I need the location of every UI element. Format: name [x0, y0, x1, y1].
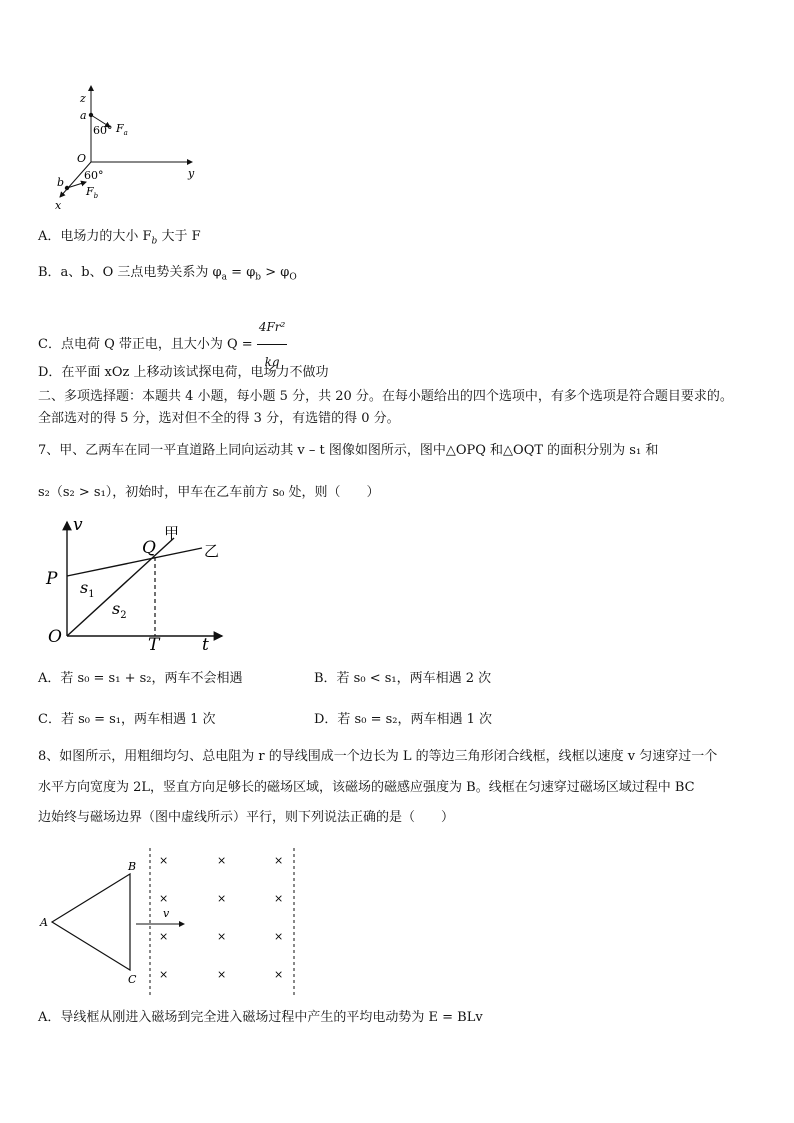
field-cross: × [217, 930, 227, 943]
section-heading-line2: 全部选对的得 5 分，选对但不全的得 3 分，有选错的得 0 分。 [38, 411, 400, 426]
q8-option-a: A．导线框从刚进入磁场到完全进入磁场过程中产生的平均电动势为 E = BLv [38, 1010, 483, 1025]
vertex-b-label: B [128, 860, 137, 873]
angle-bottom-label: 60° [84, 169, 104, 182]
field-cross: × [159, 930, 169, 943]
section-heading-line1: 二、多项选择题：本题共 4 小题，每小题 5 分，共 20 分。在每小题给出的四个选项中，有多个选项是符合题目要求的。 [38, 389, 733, 404]
p-label: P [46, 569, 58, 589]
q7-option-d: D．若 s₀ = s₂，两车相遇 1 次 [314, 712, 493, 727]
vertex-a-label: A [40, 916, 48, 929]
charge-fraction: $\frac{\text{4Fr²}}{kq}$ [257, 310, 288, 379]
q7-stem-line1: 7、甲、乙两车在同一平直道路上同向运动其 v – t 图像如图所示，图中△OPQ 和△OQT 的面积分别为 s₁ 和 [38, 443, 659, 458]
field-cross: × [159, 854, 169, 867]
field-crosses [159, 854, 283, 981]
a-label: a [80, 109, 87, 122]
q6-option-a: A．电场力的大小 $F_b$ 大于 F [38, 229, 201, 247]
field-cross: × [217, 892, 227, 905]
q6-option-b: B．a、b、O 三点电势关系为 $\varphi_a = \varphi_b > \varphi_O$ [38, 265, 297, 283]
q7-option-a: A．若 s₀ = s₁ + s₂，两车不会相遇 [38, 671, 243, 686]
t-axis-label: t [202, 635, 209, 655]
field-cross: × [274, 892, 284, 905]
v-label: v [73, 516, 83, 535]
q8-stem-line2: 水平方向宽度为 2L，竖直方向足够长的磁场区域，该磁场的磁感应强度为 B。线框在匀速穿过磁场区域过程中 BC [38, 780, 695, 795]
q6-option-d: D．在平面 xOz 上移动该试探电荷，电场力不做功 [38, 365, 329, 380]
origin-label: O [77, 152, 87, 165]
yi-line [67, 548, 202, 576]
origin-label: O [48, 627, 62, 647]
field-cross: × [217, 854, 227, 867]
vt-graph [42, 516, 232, 656]
field-cross: × [274, 968, 284, 981]
y-label: y [188, 167, 195, 180]
fa-label: $F_a$ [116, 122, 128, 137]
q7-option-c: C．若 s₀ = s₁，两车相遇 1 次 [38, 712, 216, 727]
q8-stem-line1: 8、如图所示，用粗细均匀、总电阻为 r 的导线围成一个边长为 L 的等边三角形闭合线框，线框以速度 v 匀速穿过一个 [38, 749, 718, 764]
q7-option-b: B．若 s₀ < s₁，两车相遇 2 次 [314, 671, 492, 686]
b-label: b [57, 176, 65, 189]
x-label: x [55, 199, 62, 212]
yi-label: 乙 [204, 542, 220, 560]
s2-label: $s_2$ [112, 599, 127, 621]
vertex-c-label: C [128, 973, 137, 986]
field-cross: × [217, 968, 227, 981]
q8-stem-line3: 边始终与磁场边界（图中虚线所示）平行，则下列说法正确的是（ ） [38, 810, 455, 825]
s1-label: $s_1$ [80, 578, 95, 600]
fb-label: $F_b$ [86, 185, 99, 200]
t-point-label: T [148, 635, 160, 655]
field-cross: × [274, 930, 284, 943]
field-cross: × [159, 968, 169, 981]
triangle-frame [52, 874, 130, 970]
field-cross: × [274, 854, 284, 867]
coordinate-figure [50, 82, 210, 214]
jia-label: 甲 [164, 524, 180, 542]
field-cross: × [159, 892, 169, 905]
angle-top-label: 60° [93, 124, 113, 137]
q7-stem-line2: s₂（s₂ > s₁），初始时，甲车在乙车前方 s₀ 处，则（ ） [38, 485, 380, 500]
q-label: Q [142, 538, 156, 558]
force-b-arrow [67, 182, 86, 188]
q6-option-c: C．点电荷 Q 带正电，且大小为 Q = $\frac{\text{4Fr²}}{kq}$ [38, 310, 287, 379]
velocity-label: v [163, 907, 170, 920]
magnetic-field-figure [36, 846, 306, 998]
z-label: z [80, 92, 86, 105]
